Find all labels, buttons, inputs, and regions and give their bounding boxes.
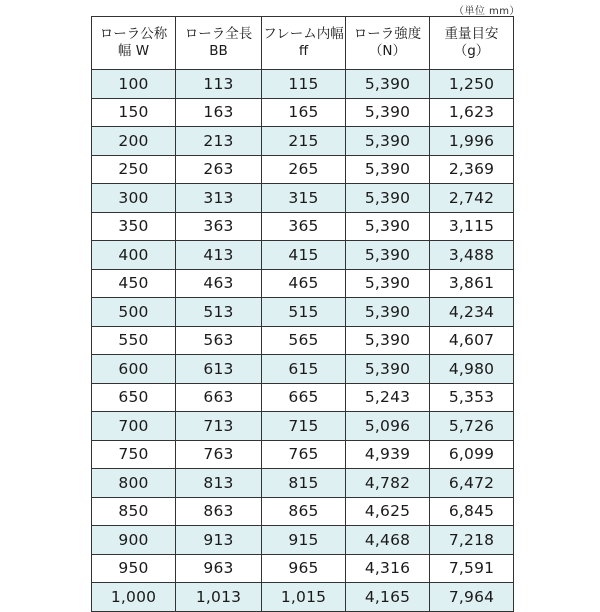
strength-cell: 5,390	[346, 355, 430, 384]
frame-width-cell: 515	[262, 298, 346, 327]
total-length-cell: 813	[176, 469, 262, 498]
total-length-cell: 513	[176, 298, 262, 327]
strength-cell: 4,939	[346, 440, 430, 469]
frame-width-cell: 465	[262, 269, 346, 298]
weight-cell: 6,845	[430, 497, 514, 526]
frame-width-cell: 365	[262, 212, 346, 241]
total-length-cell: 463	[176, 269, 262, 298]
weight-cell: 4,980	[430, 355, 514, 384]
nominal-width-cell: 200	[92, 127, 176, 156]
total-length-cell: 763	[176, 440, 262, 469]
frame-width-cell: 765	[262, 440, 346, 469]
table-row	[92, 469, 514, 498]
nominal-width-cell: 350	[92, 212, 176, 241]
table-row	[92, 127, 514, 156]
nominal-width-cell: 950	[92, 554, 176, 583]
strength-cell: 5,390	[346, 70, 430, 99]
strength-cell: 5,390	[346, 127, 430, 156]
header-line: 重量目安	[444, 26, 499, 42]
table-row	[92, 583, 514, 612]
nominal-width-cell: 650	[92, 383, 176, 412]
total-length-cell: 263	[176, 155, 262, 184]
header-line: BB	[209, 43, 228, 59]
strength-cell: 4,165	[346, 583, 430, 612]
weight-cell: 7,964	[430, 583, 514, 612]
table-row	[92, 98, 514, 127]
header-line: （N）	[368, 43, 407, 59]
nominal-width-cell: 800	[92, 469, 176, 498]
frame-width-cell: 315	[262, 184, 346, 213]
frame-width-cell: 215	[262, 127, 346, 156]
table-row	[92, 383, 514, 412]
header-roller-strength	[346, 17, 430, 70]
table-row	[92, 326, 514, 355]
strength-cell: 4,468	[346, 526, 430, 555]
weight-cell: 5,726	[430, 412, 514, 441]
strength-cell: 4,316	[346, 554, 430, 583]
header-line: ローラ強度	[353, 26, 422, 42]
table-row	[92, 184, 514, 213]
weight-cell: 1,996	[430, 127, 514, 156]
table-row	[92, 212, 514, 241]
table-row	[92, 355, 514, 384]
nominal-width-cell: 150	[92, 98, 176, 127]
strength-cell: 5,390	[346, 298, 430, 327]
weight-cell: 7,591	[430, 554, 514, 583]
frame-width-cell: 1,015	[262, 583, 346, 612]
strength-cell: 5,390	[346, 98, 430, 127]
table-header	[92, 17, 514, 70]
table-row	[92, 298, 514, 327]
header-line: （g）	[453, 43, 490, 59]
unit-note: （単位 mm）	[453, 6, 520, 17]
roller-spec-table	[91, 16, 514, 612]
weight-cell: 2,742	[430, 184, 514, 213]
header-line: 幅 W	[117, 43, 150, 59]
frame-width-cell: 115	[262, 70, 346, 99]
frame-width-cell: 715	[262, 412, 346, 441]
table-body	[92, 70, 514, 612]
frame-width-cell: 865	[262, 497, 346, 526]
table-row	[92, 155, 514, 184]
header-line: ローラ全長	[184, 26, 253, 42]
header-weight-estimate	[430, 17, 514, 70]
nominal-width-cell: 1,000	[92, 583, 176, 612]
total-length-cell: 163	[176, 98, 262, 127]
table-row	[92, 269, 514, 298]
nominal-width-cell: 900	[92, 526, 176, 555]
header-line: ローラ公称	[99, 26, 168, 42]
strength-cell: 5,390	[346, 326, 430, 355]
weight-cell: 3,115	[430, 212, 514, 241]
weight-cell: 4,234	[430, 298, 514, 327]
frame-width-cell: 565	[262, 326, 346, 355]
strength-cell: 5,096	[346, 412, 430, 441]
weight-cell: 1,623	[430, 98, 514, 127]
frame-width-cell: 915	[262, 526, 346, 555]
total-length-cell: 613	[176, 355, 262, 384]
nominal-width-cell: 250	[92, 155, 176, 184]
frame-width-cell: 815	[262, 469, 346, 498]
table-row	[92, 70, 514, 99]
weight-cell: 7,218	[430, 526, 514, 555]
nominal-width-cell: 600	[92, 355, 176, 384]
weight-cell: 4,607	[430, 326, 514, 355]
total-length-cell: 963	[176, 554, 262, 583]
weight-cell: 1,250	[430, 70, 514, 99]
total-length-cell: 313	[176, 184, 262, 213]
nominal-width-cell: 450	[92, 269, 176, 298]
nominal-width-cell: 550	[92, 326, 176, 355]
strength-cell: 5,390	[346, 269, 430, 298]
weight-cell: 3,861	[430, 269, 514, 298]
strength-cell: 5,390	[346, 155, 430, 184]
nominal-width-cell: 300	[92, 184, 176, 213]
total-length-cell: 413	[176, 241, 262, 270]
weight-cell: 5,353	[430, 383, 514, 412]
weight-cell: 3,488	[430, 241, 514, 270]
total-length-cell: 663	[176, 383, 262, 412]
total-length-cell: 713	[176, 412, 262, 441]
header-row	[92, 17, 514, 70]
weight-cell: 2,369	[430, 155, 514, 184]
frame-width-cell: 415	[262, 241, 346, 270]
table-row	[92, 412, 514, 441]
strength-cell: 5,390	[346, 241, 430, 270]
strength-cell: 5,243	[346, 383, 430, 412]
total-length-cell: 1,013	[176, 583, 262, 612]
weight-cell: 6,099	[430, 440, 514, 469]
nominal-width-cell: 850	[92, 497, 176, 526]
total-length-cell: 213	[176, 127, 262, 156]
nominal-width-cell: 100	[92, 70, 176, 99]
total-length-cell: 863	[176, 497, 262, 526]
nominal-width-cell: 400	[92, 241, 176, 270]
header-roller-total-length	[176, 17, 262, 70]
table-row	[92, 241, 514, 270]
table-row	[92, 440, 514, 469]
header-roller-nominal-width	[92, 17, 176, 70]
strength-cell: 5,390	[346, 212, 430, 241]
weight-cell: 6,472	[430, 469, 514, 498]
strength-cell: 4,782	[346, 469, 430, 498]
frame-width-cell: 615	[262, 355, 346, 384]
total-length-cell: 563	[176, 326, 262, 355]
frame-width-cell: 965	[262, 554, 346, 583]
table-row	[92, 554, 514, 583]
strength-cell: 4,625	[346, 497, 430, 526]
total-length-cell: 363	[176, 212, 262, 241]
header-line: ff	[298, 43, 309, 59]
strength-cell: 5,390	[346, 184, 430, 213]
frame-width-cell: 265	[262, 155, 346, 184]
table-row	[92, 497, 514, 526]
nominal-width-cell: 500	[92, 298, 176, 327]
total-length-cell: 113	[176, 70, 262, 99]
frame-width-cell: 665	[262, 383, 346, 412]
header-frame-inner-width	[262, 17, 346, 70]
nominal-width-cell: 700	[92, 412, 176, 441]
frame-width-cell: 165	[262, 98, 346, 127]
table-row	[92, 526, 514, 555]
header-line: フレーム内幅	[263, 26, 344, 42]
total-length-cell: 913	[176, 526, 262, 555]
nominal-width-cell: 750	[92, 440, 176, 469]
